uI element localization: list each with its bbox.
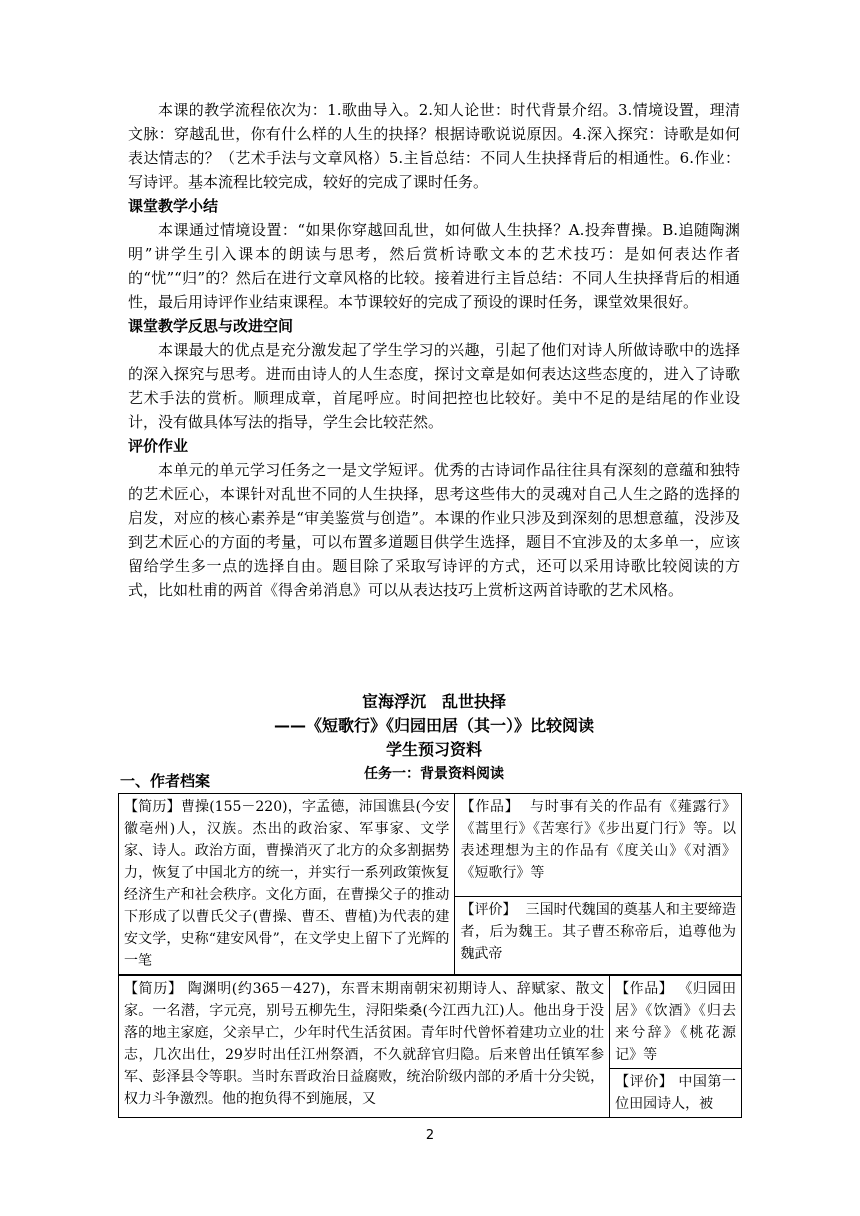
evaluation-paragraph: 本单元的单元学习任务之一是文学短评。优秀的古诗词作品往往具有深刻的意蕴和独特的艺术匠心，本课针对乱世不同的人生抉择，思考这些伟大的灵魂对自己人生之路的选择的启发，对应的核心素养是“审美鉴赏与创造”。本课的作业只涉及到深刻的思想意蕴，没涉及到艺术匠心的方面的考量，可以布置多道题目供学生选择，题目不宜涉及的太多单一，应该留给学生多一点的选择自由。题目除了采取写诗评的方式，还可以采用诗歌比较阅读的方式，比如杜甫的两首《得舍弟消息》可以从表达技巧上赏析这两首诗歌的艺术风格。 [128,461,740,599]
page-number: 2 [425,1128,435,1143]
sub-title: ——《短歌行》《归园田居（其一）》比较阅读 [273,716,594,735]
cao-comment-text: 三国时代魏国的奠基人和主要缔造者，后为魏王。其子曹丕称帝后，追尊他为魏武帝 [460,901,737,962]
cao-bio-cell [119,794,455,975]
tao-works-text: 《归园田居》《饮酒》《归去来兮辞》《桃花源记》等 [615,981,737,1063]
evaluation-heading: 评价作业 [128,437,189,455]
reflection-paragraph: 本课最大的优点是充分激发起了学生学习的兴趣，引起了他们对诗人所做诗歌中的选择的深入探究与思考。进而由诗人的人生态度，探讨文章是如何表达这些态度的，进入了诗歌艺术手法的赏析。顺理成章，首尾呼应。时间把控也比较好。美中不足的是结尾的作业设计，没有做具体写法的指导，学生会比较茫然。 [128,341,740,431]
tao-yuanming-profile-table [118,975,742,1118]
main-title: 宦海浮沉 乱世抉择 [361,692,506,711]
tao-bio-text: 陶渊明(约365－427)，东晋末期南朝宋初期诗人、辞赋家、散文家。一名潜，字元亮，别号五柳先生，浔阳柴桑(今江西九江)人。他出身于没落的地主家庭，父亲早亡，少年时代生活贫困。青年时代曾怀着建功立业的壮志，几次出仕，29岁时出任江州祭酒，不久就辞官归隐。后来曾出任镇军参军、彭泽县令等职。当时东晋政治日益腐败，统治阶级内部的矛盾十分尖锐，权力斗争激烈。他的抱负得不到施展，又 [124,981,605,1107]
cao-works-cell [455,794,742,897]
cao-comment-label: 【评价】 [460,901,517,918]
report-body [128,98,740,602]
tao-bio-label: 【简历】 [124,981,183,997]
cao-cao-profile-table [118,793,742,975]
cao-works-label: 【作品】 [460,799,520,815]
tao-comment-label: 【评价】 [615,1074,674,1090]
tao-bio-cell [119,976,610,1118]
intro-paragraph: 本课的教学流程依次为：1.歌曲导入。2.知人论世：时代背景介绍。3.情境设置，理清文脉：穿越乱世，你有什么样的人生的抉择？根据诗歌说说原因。4.深入探究：诗歌是如何表达情志的？（艺术手法与文章风格）5.主旨总结：不同人生抉择背后的相通性。6.作业：写诗评。基本流程比较完成，较好的完成了课时任务。 [128,101,740,191]
tao-works-cell [610,976,742,1069]
lesson-titles [128,690,740,786]
reflection-heading: 课堂教学反思与改进空间 [128,317,294,335]
archive-heading: 一、作者档案 [120,772,211,790]
summary-heading: 课堂教学小结 [128,197,219,215]
task-title: 任务一：背景资料阅读 [364,766,504,782]
tao-comment-cell [610,1069,742,1118]
tao-works-label: 【作品】 [615,981,674,997]
material-title: 学生预习资料 [385,740,482,759]
cao-bio-text: 曹操(155－220)，字孟德，沛国谯县(今安徽亳州)人，汉族。杰出的政治家、军事家、文学家、诗人。政治方面，曹操消灭了北方的众多割据势力，恢复了中国北方的统一，并实行一系列政策恢复经济生产和社会秩序。文化方面，在曹操父子的推动下形成了以曹氏父子(曹操、曹丕、曹植)为代表的建安文学，史称“建安风骨”，在文学史上留下了光辉的一笔 [124,799,450,969]
cao-bio-label: 【简历】 [124,799,181,815]
cao-comment-cell [455,896,742,974]
cao-works-text: 与时事有关的作品有《薤露行》《蒿里行》《苦寒行》《步出夏门行》等。以表述理想为主的作品有《度关山》《对酒》《短歌行》等 [460,799,737,881]
summary-paragraph: 本课通过情境设置：“如果你穿越回乱世，如何做人生抉择？A.投奔曹操。B.追随陶渊明”讲学生引入课本的朗读与思考，然后赏析诗歌文本的艺术技巧：是如何表达作者的“忧”“归”的？然后在进行文章风格的比较。接着进行主旨总结：不同人生抉择背后的相通性，最后用诗评作业结束课程。本节课较好的完成了预设的课时任务，课堂效果很好。 [128,221,740,311]
tao-comment-text: 中国第一位田园诗人，被 [615,1074,737,1112]
